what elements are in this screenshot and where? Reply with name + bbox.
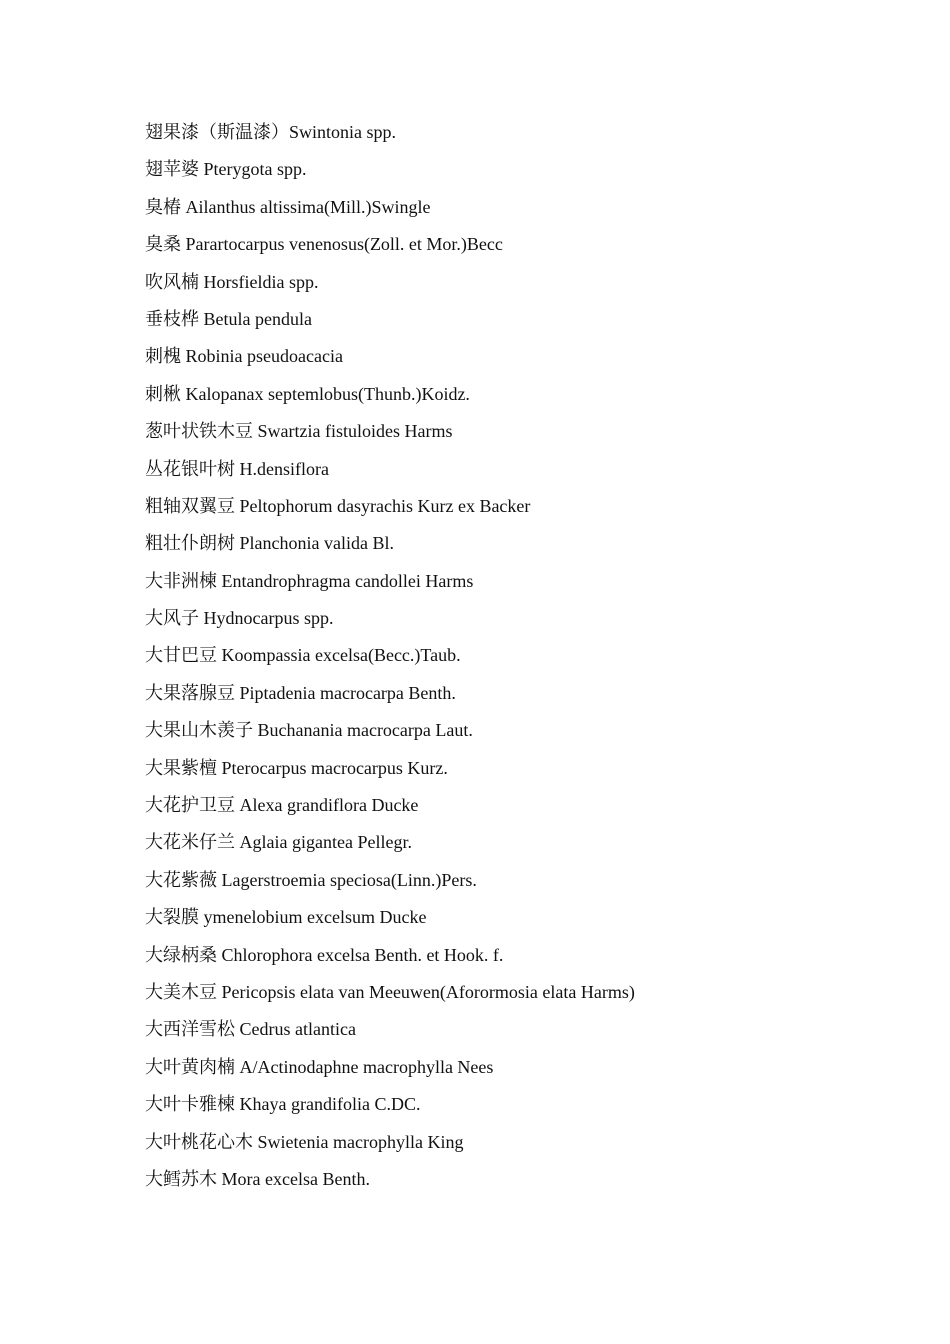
- species-entry: 刺槐 Robinia pseudoacacia: [145, 346, 343, 367]
- species-entry: 大裂膜 ymenelobium excelsum Ducke: [145, 907, 427, 928]
- species-entry: 大鳕苏木 Mora excelsa Benth.: [145, 1168, 370, 1189]
- species-entry: 刺楸 Kalopanax septemlobus(Thunb.)Koidz.: [145, 383, 470, 404]
- species-entry: 大花护卫豆 Alexa grandiflora Ducke: [145, 795, 419, 816]
- species-entry: 丛花银叶树 H.densiflora: [145, 458, 329, 479]
- species-entry: 翅苹婆 Pterygota spp.: [145, 159, 307, 180]
- species-entry: 大非洲楝 Entandrophragma candollei Harms: [145, 570, 474, 591]
- species-list: [145, 117, 635, 1201]
- species-entry: 臭桑 Parartocarpus venenosus(Zoll. et Mor.)Becc: [145, 234, 503, 255]
- species-entry: 大花紫薇 Lagerstroemia speciosa(Linn.)Pers.: [145, 869, 477, 890]
- species-entry: 大果山木羡子 Buchanania macrocarpa Laut.: [145, 720, 473, 741]
- species-entry: 大叶卡雅楝 Khaya grandifolia C.DC.: [145, 1094, 421, 1115]
- species-entry: 大绿柄桑 Chlorophora excelsa Benth. et Hook. f.: [145, 944, 504, 965]
- species-entry: 吹风楠 Horsfieldia spp.: [145, 271, 319, 292]
- species-entry: 大西洋雪松 Cedrus atlantica: [145, 1019, 356, 1040]
- species-entry: 大果落腺豆 Piptadenia macrocarpa Benth.: [145, 682, 456, 703]
- species-entry: 臭椿 Ailanthus altissima(Mill.)Swingle: [145, 196, 431, 217]
- species-entry: 垂枝桦 Betula pendula: [145, 308, 312, 329]
- species-entry: 粗轴双翼豆 Peltophorum dasyrachis Kurz ex Backer: [145, 495, 531, 516]
- species-entry: 翅果漆（斯温漆）Swintonia spp.: [145, 122, 397, 142]
- species-entry: 大花米仔兰 Aglaia gigantea Pellegr.: [145, 832, 412, 853]
- species-entry: 大美木豆 Pericopsis elata van Meeuwen(Aforormosia elata Harms): [145, 981, 635, 1002]
- species-entry: 大叶黄肉楠 A/Actinodaphne macrophylla Nees: [145, 1056, 494, 1077]
- species-entry: 大果紫檀 Pterocarpus macrocarpus Kurz.: [145, 757, 448, 778]
- species-entry: 大风子 Hydnocarpus spp.: [145, 608, 334, 629]
- species-entry: 葱叶状铁木豆 Swartzia fistuloides Harms: [145, 421, 453, 442]
- species-entry: 粗壮仆朗树 Planchonia valida Bl.: [145, 533, 394, 554]
- species-entry: 大叶桃花心木 Swietenia macrophylla King: [145, 1131, 464, 1152]
- species-entry: 大甘巴豆 Koompassia excelsa(Becc.)Taub.: [145, 645, 461, 666]
